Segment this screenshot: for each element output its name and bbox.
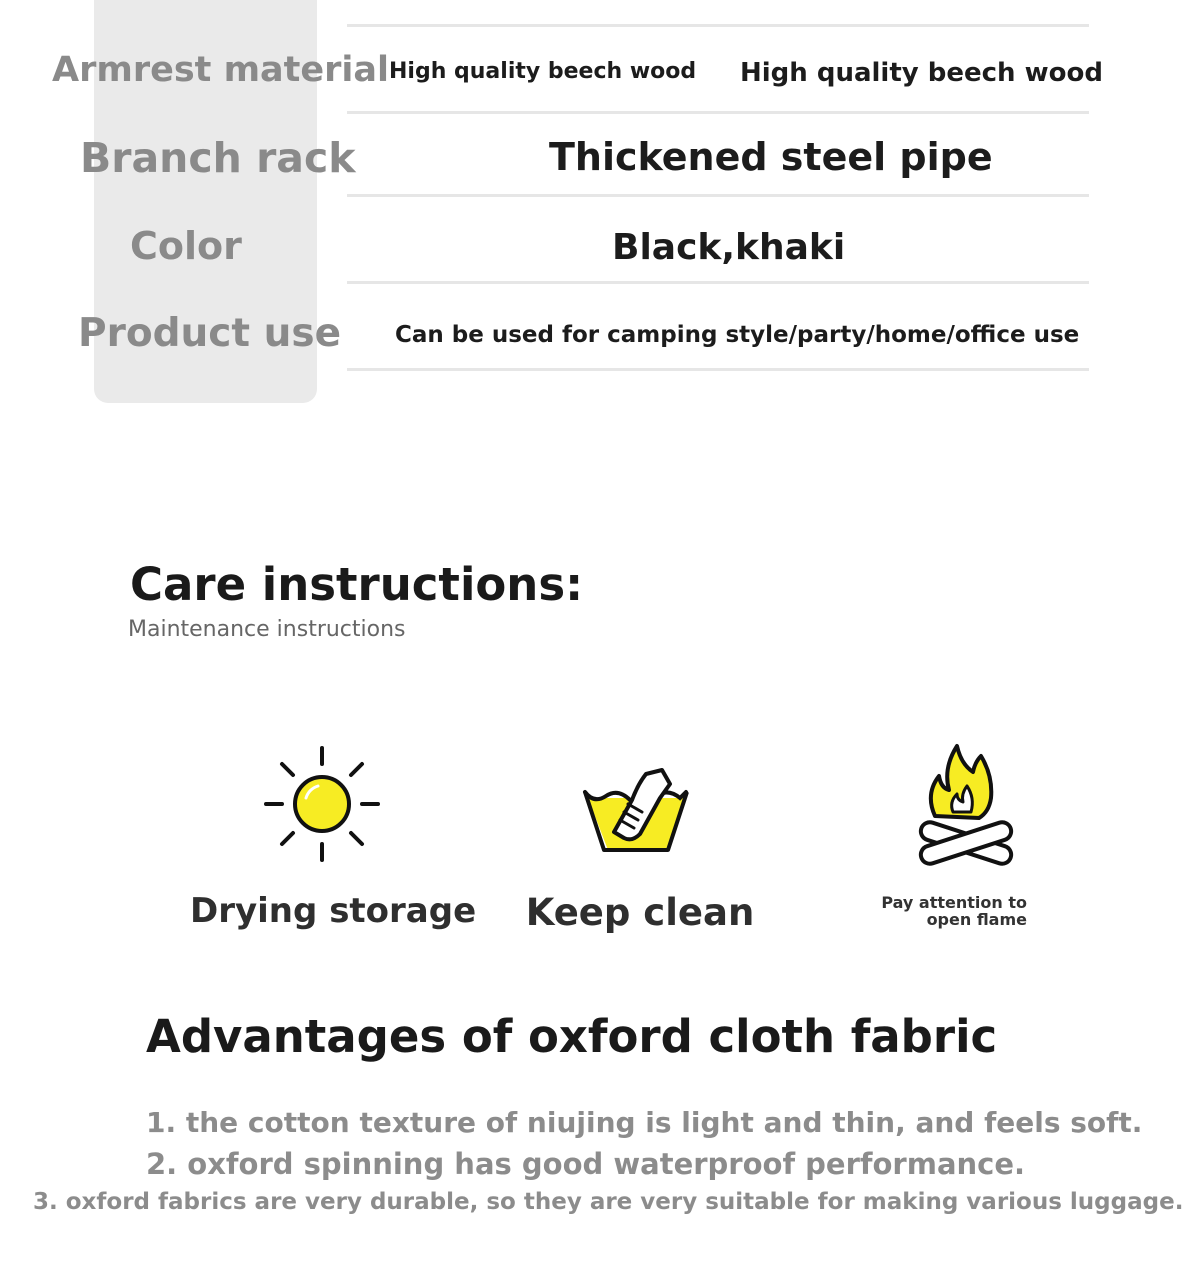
row-divider bbox=[347, 194, 1089, 197]
care-subtitle: Maintenance instructions bbox=[128, 617, 406, 642]
spec-value-armrest-1: High quality beech wood bbox=[389, 59, 697, 84]
spec-value-armrest-2: High quality beech wood bbox=[740, 58, 1103, 88]
spec-label-branch-rack: Branch rack bbox=[80, 134, 356, 182]
row-divider bbox=[347, 281, 1089, 284]
washing-basin-icon bbox=[580, 762, 692, 857]
spec-value-color: Black,khaki bbox=[612, 227, 846, 268]
spec-label-product-use: Product use bbox=[78, 311, 342, 356]
sun-icon bbox=[262, 744, 382, 864]
advantage-item-1: 1. the cotton texture of niujing is light and thin, and feels soft. bbox=[146, 1106, 1143, 1139]
care-title: Care instructions: bbox=[130, 558, 584, 611]
advantages-title: Advantages of oxford cloth fabric bbox=[146, 1010, 998, 1063]
advantage-item-2: 2. oxford spinning has good waterproof performance. bbox=[146, 1147, 1026, 1181]
advantage-item-3: 3. oxford fabrics are very durable, so they are very suitable for making various luggage. bbox=[33, 1189, 1184, 1215]
row-divider bbox=[347, 368, 1089, 371]
spec-value-product-use: Can be used for camping style/party/home/office use bbox=[395, 322, 1080, 348]
care-label-clean: Keep clean bbox=[525, 891, 755, 934]
row-divider bbox=[347, 111, 1089, 114]
row-divider bbox=[347, 24, 1089, 27]
care-label-flame: Pay attention to open flame bbox=[881, 893, 1027, 929]
care-label-drying: Drying storage bbox=[190, 891, 477, 931]
campfire-icon bbox=[915, 742, 1015, 868]
cropped-icons bbox=[140, 0, 270, 10]
spec-label-armrest: Armrest material bbox=[52, 50, 389, 90]
spec-value-branch-rack: Thickened steel pipe bbox=[549, 135, 993, 179]
spec-label-color: Color bbox=[130, 224, 242, 268]
